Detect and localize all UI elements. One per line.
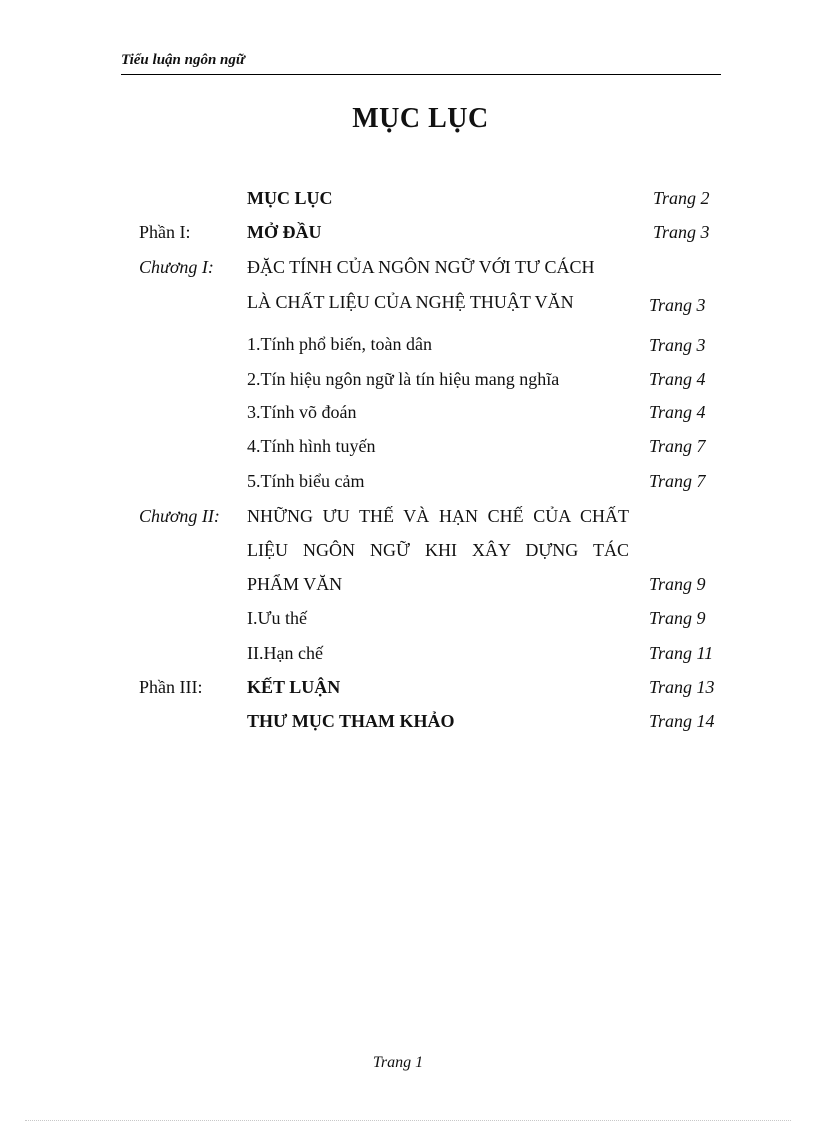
toc-page-number: Trang 7 <box>649 436 706 456</box>
toc-entry-5[interactable]: 5.Tính biểu cảm <box>247 471 365 491</box>
toc-page-number: Trang 11 <box>649 643 714 663</box>
toc-entry-chuong-1-line2[interactable]: LÀ CHẤT LIỆU CỦA NGHỆ THUẬT VĂN <box>247 292 574 312</box>
toc-entry-4[interactable]: 4.Tính hình tuyến <box>247 436 376 456</box>
toc-page-number: Trang 7 <box>649 471 706 491</box>
toc-page-number: Trang 2 <box>653 188 710 208</box>
toc-page-number: Trang 9 <box>649 574 706 594</box>
toc-entry-chuong-1-line1[interactable]: ĐẶC TÍNH CỦA NGÔN NGỮ VỚI TƯ CÁCH <box>247 257 595 277</box>
toc-entry-chuong-2-line2[interactable]: LIỆU NGÔN NGỮ KHI XÂY DỰNG TÁC <box>247 540 629 560</box>
toc-entry-uu-the[interactable]: I.Ưu thế <box>247 608 307 628</box>
running-header: Tiểu luận ngôn ngữ <box>121 52 721 75</box>
toc-entry-3[interactable]: 3.Tính võ đoán <box>247 402 357 422</box>
page-edge-divider <box>25 1120 791 1121</box>
toc-entry-chuong-2-line1[interactable]: NHỮNG ƯU THẾ VÀ HẠN CHẾ CỦA CHẤT <box>247 506 629 526</box>
toc-entry-muc-luc[interactable]: MỤC LỤC <box>247 188 333 208</box>
toc-entry-mo-dau[interactable]: MỞ ĐẦU <box>247 222 322 242</box>
toc-section-label: Chương II: <box>139 506 220 526</box>
toc-section-label: Chương I: <box>139 257 214 277</box>
toc-page-number: Trang 3 <box>649 295 706 315</box>
toc-page-number: Trang 9 <box>649 608 706 628</box>
toc-entry-han-che[interactable]: II.Hạn chế <box>247 643 323 663</box>
toc-entry-ket-luan[interactable]: KẾT LUẬN <box>247 677 341 697</box>
page-title: MỤC LỤC <box>352 103 489 134</box>
toc-page-number: Trang 3 <box>653 222 710 242</box>
toc-page-number: Trang 13 <box>649 677 715 697</box>
toc-entry-1[interactable]: 1.Tính phổ biến, toàn dân <box>247 334 432 354</box>
toc-page-number: Trang 4 <box>649 402 706 422</box>
toc-section-label: Phần III: <box>139 677 203 697</box>
toc-entry-2[interactable]: 2.Tín hiệu ngôn ngữ là tín hiệu mang nghĩa <box>247 369 560 389</box>
toc-page-number: Trang 14 <box>649 711 715 731</box>
toc-page-number: Trang 3 <box>649 335 706 355</box>
page-number-footer: Trang 1 <box>372 1054 424 1071</box>
toc-entry-chuong-2-line3[interactable]: PHẨM VĂN <box>247 574 343 594</box>
toc-entry-thu-muc[interactable]: THƯ MỤC THAM KHẢO <box>247 711 455 731</box>
toc-section-label: Phần I: <box>139 222 191 242</box>
toc-page-number: Trang 4 <box>649 369 706 389</box>
